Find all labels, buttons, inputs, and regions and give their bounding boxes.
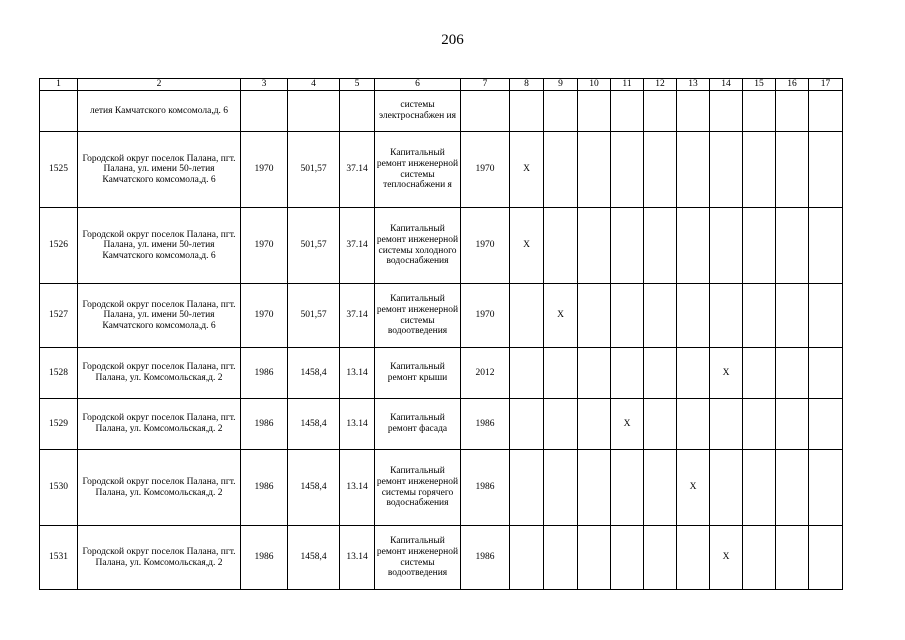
column-number-cell: 7 xyxy=(461,79,510,91)
empty-cell xyxy=(677,208,710,284)
work-type-cell: Капитальный ремонт фасада xyxy=(375,399,461,450)
empty-cell xyxy=(710,208,743,284)
empty-cell xyxy=(40,91,78,132)
empty-cell xyxy=(776,526,809,590)
area-cell: 501,57 xyxy=(288,208,340,284)
empty-cell xyxy=(611,450,644,526)
table-row xyxy=(40,450,843,526)
address-cell: Городской округ поселок Палана, пгт. Палана, ул. Комсомольская,д. 2 xyxy=(78,450,241,526)
empty-cell xyxy=(544,348,578,399)
empty-cell xyxy=(544,526,578,590)
address-cell: Городской округ поселок Палана, пгт. Палана, ул. имени 50-летия Камчатского комсомола,д. 6 xyxy=(78,208,241,284)
empty-cell xyxy=(776,91,809,132)
build-year-cell: 1970 xyxy=(241,132,288,208)
address-cell: Городской округ поселок Палана, пгт. Палана, ул. Комсомольская,д. 2 xyxy=(78,526,241,590)
empty-cell xyxy=(677,348,710,399)
empty-cell xyxy=(743,348,776,399)
empty-cell xyxy=(809,208,843,284)
empty-cell xyxy=(544,208,578,284)
empty-cell xyxy=(544,450,578,526)
empty-cell xyxy=(776,208,809,284)
column-number-cell: 17 xyxy=(809,79,843,91)
empty-cell xyxy=(578,348,611,399)
empty-cell xyxy=(809,284,843,348)
plan-year-cell: 1986 xyxy=(461,526,510,590)
column-number-cell: 6 xyxy=(375,79,461,91)
column-number-cell: 4 xyxy=(288,79,340,91)
rate-cell: 37.14 xyxy=(340,132,375,208)
empty-cell xyxy=(743,132,776,208)
empty-cell xyxy=(677,399,710,450)
table-body xyxy=(40,79,843,590)
empty-cell xyxy=(340,91,375,132)
empty-cell xyxy=(510,284,544,348)
empty-cell xyxy=(677,91,710,132)
empty-cell xyxy=(710,450,743,526)
empty-cell xyxy=(644,284,677,348)
work-type-cell: Капитальный ремонт инженерной системы водоотведения xyxy=(375,284,461,348)
empty-cell xyxy=(510,348,544,399)
empty-cell xyxy=(809,132,843,208)
empty-cell xyxy=(809,526,843,590)
build-year-cell: 1986 xyxy=(241,450,288,526)
column-number-cell: 5 xyxy=(340,79,375,91)
empty-cell xyxy=(578,91,611,132)
mark-cell: X xyxy=(510,132,544,208)
empty-cell xyxy=(611,132,644,208)
row-number-cell: 1528 xyxy=(40,348,78,399)
table-row xyxy=(40,348,843,399)
empty-cell xyxy=(743,450,776,526)
column-number-cell: 16 xyxy=(776,79,809,91)
empty-cell xyxy=(578,208,611,284)
page-number: 206 xyxy=(441,32,464,48)
rate-cell: 13.14 xyxy=(340,450,375,526)
address-cell: летия Камчатского комсомола,д. 6 xyxy=(78,91,241,132)
empty-cell xyxy=(710,91,743,132)
empty-cell xyxy=(710,399,743,450)
mark-cell: X xyxy=(710,526,743,590)
mark-cell: X xyxy=(510,208,544,284)
table-row xyxy=(40,526,843,590)
empty-cell xyxy=(743,91,776,132)
area-cell: 501,57 xyxy=(288,132,340,208)
mark-cell: X xyxy=(710,348,743,399)
row-number-cell: 1525 xyxy=(40,132,78,208)
table-row xyxy=(40,132,843,208)
rate-cell: 37.14 xyxy=(340,208,375,284)
area-cell: 1458,4 xyxy=(288,348,340,399)
build-year-cell: 1986 xyxy=(241,348,288,399)
column-number-cell: 1 xyxy=(40,79,78,91)
mark-cell: X xyxy=(611,399,644,450)
empty-cell xyxy=(677,132,710,208)
row-number-cell: 1527 xyxy=(40,284,78,348)
column-number-cell: 13 xyxy=(677,79,710,91)
empty-cell xyxy=(510,399,544,450)
work-type-cell: Капитальный ремонт инженерной системы теплоснабжени я xyxy=(375,132,461,208)
empty-cell xyxy=(809,450,843,526)
empty-cell xyxy=(776,399,809,450)
work-type-cell: Капитальный ремонт инженерной системы холодного водоснабжения xyxy=(375,208,461,284)
plan-year-cell: 2012 xyxy=(461,348,510,399)
empty-cell xyxy=(677,284,710,348)
column-number-cell: 15 xyxy=(743,79,776,91)
area-cell: 501,57 xyxy=(288,284,340,348)
empty-cell xyxy=(510,526,544,590)
empty-cell xyxy=(611,208,644,284)
empty-cell xyxy=(710,132,743,208)
empty-cell xyxy=(644,91,677,132)
empty-cell xyxy=(544,132,578,208)
empty-cell xyxy=(776,284,809,348)
empty-cell xyxy=(776,450,809,526)
empty-cell xyxy=(241,91,288,132)
row-number-cell: 1529 xyxy=(40,399,78,450)
table-row xyxy=(40,208,843,284)
plan-year-cell: 1970 xyxy=(461,208,510,284)
work-type-cell: Капитальный ремонт инженерной системы водоотведения xyxy=(375,526,461,590)
empty-cell xyxy=(578,526,611,590)
work-type-cell: Капитальный ремонт крыши xyxy=(375,348,461,399)
empty-cell xyxy=(510,450,544,526)
build-year-cell: 1970 xyxy=(241,208,288,284)
address-cell: Городской округ поселок Палана, пгт. Палана, ул. имени 50-летия Камчатского комсомола,д. 6 xyxy=(78,132,241,208)
address-cell: Городской округ поселок Палана, пгт. Палана, ул. Комсомольская,д. 2 xyxy=(78,348,241,399)
area-cell: 1458,4 xyxy=(288,450,340,526)
column-number-cell: 9 xyxy=(544,79,578,91)
table-row xyxy=(40,284,843,348)
empty-cell xyxy=(644,132,677,208)
area-cell: 1458,4 xyxy=(288,526,340,590)
table-row xyxy=(40,399,843,450)
address-cell: Городской округ поселок Палана, пгт. Палана, ул. имени 50-летия Камчатского комсомола,д. 6 xyxy=(78,284,241,348)
rate-cell: 13.14 xyxy=(340,526,375,590)
empty-cell xyxy=(288,91,340,132)
empty-cell xyxy=(644,348,677,399)
work-type-cell: Капитальный ремонт инженерной системы горячего водоснабжения xyxy=(375,450,461,526)
empty-cell xyxy=(809,91,843,132)
empty-cell xyxy=(644,208,677,284)
empty-cell xyxy=(644,526,677,590)
empty-cell xyxy=(544,399,578,450)
empty-cell xyxy=(578,284,611,348)
empty-cell xyxy=(710,284,743,348)
column-number-cell: 10 xyxy=(578,79,611,91)
row-number-cell: 1530 xyxy=(40,450,78,526)
column-number-cell: 8 xyxy=(510,79,544,91)
column-number-cell: 12 xyxy=(644,79,677,91)
row-number-cell: 1531 xyxy=(40,526,78,590)
rate-cell: 37.14 xyxy=(340,284,375,348)
register-table xyxy=(39,78,843,590)
plan-year-cell: 1986 xyxy=(461,450,510,526)
mark-cell: X xyxy=(677,450,710,526)
mark-cell: X xyxy=(544,284,578,348)
empty-cell xyxy=(644,399,677,450)
empty-cell xyxy=(578,132,611,208)
empty-cell xyxy=(677,526,710,590)
build-year-cell: 1986 xyxy=(241,399,288,450)
empty-cell xyxy=(510,91,544,132)
empty-cell xyxy=(611,284,644,348)
row-number-cell: 1526 xyxy=(40,208,78,284)
plan-year-cell: 1970 xyxy=(461,284,510,348)
rate-cell: 13.14 xyxy=(340,399,375,450)
empty-cell xyxy=(809,348,843,399)
empty-cell xyxy=(578,399,611,450)
empty-cell xyxy=(743,208,776,284)
build-year-cell: 1970 xyxy=(241,284,288,348)
address-cell: Городской округ поселок Палана, пгт. Палана, ул. Комсомольская,д. 2 xyxy=(78,399,241,450)
empty-cell xyxy=(611,526,644,590)
empty-cell xyxy=(809,399,843,450)
empty-cell xyxy=(461,91,510,132)
empty-cell xyxy=(644,450,677,526)
empty-cell xyxy=(743,399,776,450)
column-number-row xyxy=(40,79,843,91)
empty-cell xyxy=(611,348,644,399)
empty-cell xyxy=(743,526,776,590)
column-number-cell: 2 xyxy=(78,79,241,91)
column-number-cell: 11 xyxy=(611,79,644,91)
build-year-cell: 1986 xyxy=(241,526,288,590)
empty-cell xyxy=(776,348,809,399)
area-cell: 1458,4 xyxy=(288,399,340,450)
column-number-cell: 14 xyxy=(710,79,743,91)
plan-year-cell: 1970 xyxy=(461,132,510,208)
empty-cell xyxy=(578,450,611,526)
empty-cell xyxy=(776,132,809,208)
continuation-row xyxy=(40,91,843,132)
plan-year-cell: 1986 xyxy=(461,399,510,450)
rate-cell: 13.14 xyxy=(340,348,375,399)
empty-cell xyxy=(544,91,578,132)
empty-cell xyxy=(743,284,776,348)
column-number-cell: 3 xyxy=(241,79,288,91)
work-type-cell: системы электроснабжен ия xyxy=(375,91,461,132)
empty-cell xyxy=(611,91,644,132)
